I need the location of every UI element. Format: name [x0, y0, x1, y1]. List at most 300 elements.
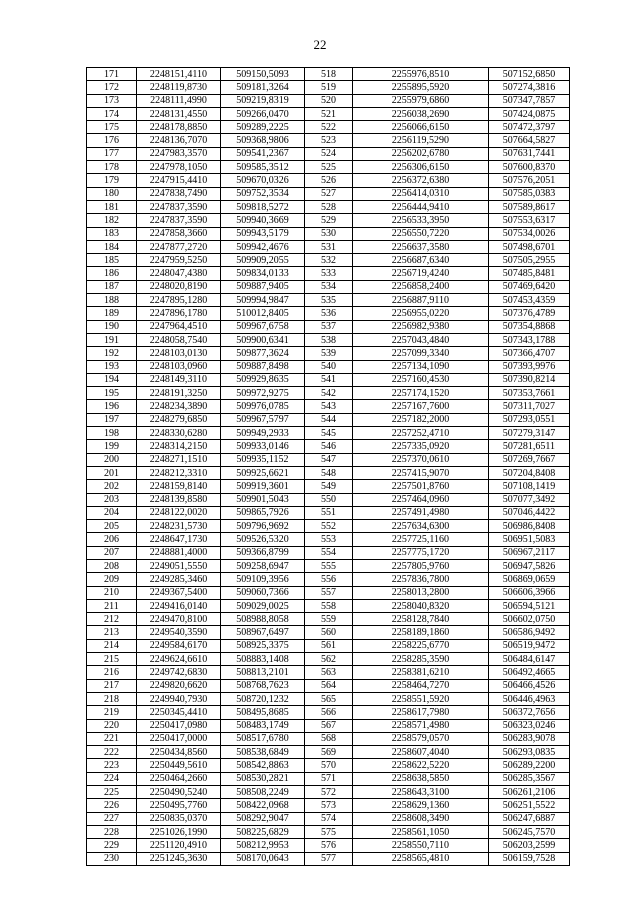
- y-coordinate-cell: 507152,6850: [489, 68, 570, 81]
- y-coordinate-cell: 506203,2599: [489, 839, 570, 852]
- table-row: [87, 440, 570, 453]
- table-row: [87, 825, 570, 838]
- point-number-cell: 197: [87, 413, 137, 426]
- x-coordinate-cell: 2256858,2400: [353, 280, 489, 293]
- y-coordinate-cell: 509865,7926: [221, 506, 305, 519]
- x-coordinate-cell: 2249940,7930: [137, 692, 221, 705]
- y-coordinate-cell: 507279,3147: [489, 427, 570, 440]
- point-number-cell: 186: [87, 267, 137, 280]
- y-coordinate-cell: 508768,7623: [221, 679, 305, 692]
- x-coordinate-cell: 2251026,1990: [137, 825, 221, 838]
- x-coordinate-cell: 2250449,5610: [137, 759, 221, 772]
- x-coordinate-cell: 2247964,4510: [137, 320, 221, 333]
- point-number-cell: 569: [305, 746, 353, 759]
- point-number-cell: 230: [87, 852, 137, 865]
- x-coordinate-cell: 2248881,4000: [137, 546, 221, 559]
- x-coordinate-cell: 2258561,1050: [353, 825, 489, 838]
- y-coordinate-cell: 509929,8635: [221, 373, 305, 386]
- point-number-cell: 192: [87, 347, 137, 360]
- table-row: [87, 772, 570, 785]
- y-coordinate-cell: 507453,4359: [489, 294, 570, 307]
- point-number-cell: 225: [87, 786, 137, 799]
- y-coordinate-cell: 509219,8319: [221, 94, 305, 107]
- x-coordinate-cell: 2248151,4110: [137, 68, 221, 81]
- point-number-cell: 184: [87, 240, 137, 253]
- y-coordinate-cell: 507589,8617: [489, 200, 570, 213]
- point-number-cell: 565: [305, 692, 353, 705]
- table-row: [87, 839, 570, 852]
- y-coordinate-cell: 509109,3956: [221, 573, 305, 586]
- y-coordinate-cell: 506484,6147: [489, 653, 570, 666]
- point-number-cell: 571: [305, 772, 353, 785]
- y-coordinate-cell: 508988,8058: [221, 613, 305, 626]
- table-row: [87, 347, 570, 360]
- table-row: [87, 453, 570, 466]
- point-number-cell: 222: [87, 746, 137, 759]
- point-number-cell: 216: [87, 666, 137, 679]
- x-coordinate-cell: 2256887,9110: [353, 294, 489, 307]
- x-coordinate-cell: 2258040,8320: [353, 599, 489, 612]
- point-number-cell: 528: [305, 200, 353, 213]
- y-coordinate-cell: 509181,3264: [221, 81, 305, 94]
- point-number-cell: 194: [87, 373, 137, 386]
- table-row: [87, 134, 570, 147]
- y-coordinate-cell: 507469,6420: [489, 280, 570, 293]
- x-coordinate-cell: 2258128,7840: [353, 613, 489, 626]
- point-number-cell: 527: [305, 187, 353, 200]
- x-coordinate-cell: 2248271,1510: [137, 453, 221, 466]
- point-number-cell: 189: [87, 307, 137, 320]
- x-coordinate-cell: 2257491,4980: [353, 506, 489, 519]
- table-row: [87, 94, 570, 107]
- table-row: [87, 280, 570, 293]
- table-row: [87, 852, 570, 865]
- y-coordinate-cell: 507046,4422: [489, 506, 570, 519]
- point-number-cell: 198: [87, 427, 137, 440]
- table-row: [87, 413, 570, 426]
- x-coordinate-cell: 2248122,0020: [137, 506, 221, 519]
- y-coordinate-cell: 509366,8799: [221, 546, 305, 559]
- y-coordinate-cell: 509967,6758: [221, 320, 305, 333]
- x-coordinate-cell: 2247837,3590: [137, 214, 221, 227]
- point-number-cell: 221: [87, 732, 137, 745]
- y-coordinate-cell: 508292,9047: [221, 812, 305, 825]
- y-coordinate-cell: 508495,8685: [221, 706, 305, 719]
- y-coordinate-cell: 506245,7570: [489, 825, 570, 838]
- x-coordinate-cell: 2250417,0980: [137, 719, 221, 732]
- y-coordinate-cell: 509940,3669: [221, 214, 305, 227]
- point-number-cell: 557: [305, 586, 353, 599]
- x-coordinate-cell: 2256637,3580: [353, 240, 489, 253]
- x-coordinate-cell: 2251245,3630: [137, 852, 221, 865]
- y-coordinate-cell: 508517,6780: [221, 732, 305, 745]
- point-number-cell: 210: [87, 586, 137, 599]
- table-row: [87, 732, 570, 745]
- x-coordinate-cell: 2247858,3660: [137, 227, 221, 240]
- point-number-cell: 536: [305, 307, 353, 320]
- table-row: [87, 174, 570, 187]
- y-coordinate-cell: 510012,8405: [221, 307, 305, 320]
- x-coordinate-cell: 2258013,2800: [353, 586, 489, 599]
- point-number-cell: 520: [305, 94, 353, 107]
- x-coordinate-cell: 2248178,8850: [137, 121, 221, 134]
- point-number-cell: 188: [87, 294, 137, 307]
- point-number-cell: 575: [305, 825, 353, 838]
- y-coordinate-cell: 506606,3966: [489, 586, 570, 599]
- y-coordinate-cell: 509258,6947: [221, 559, 305, 572]
- y-coordinate-cell: 507293,0551: [489, 413, 570, 426]
- point-number-cell: 573: [305, 799, 353, 812]
- y-coordinate-cell: 509877,3624: [221, 347, 305, 360]
- table-row: [87, 360, 570, 373]
- y-coordinate-cell: 509949,2933: [221, 427, 305, 440]
- y-coordinate-cell: 509818,5272: [221, 200, 305, 213]
- point-number-cell: 549: [305, 480, 353, 493]
- y-coordinate-cell: 509060,7366: [221, 586, 305, 599]
- y-coordinate-cell: 508225,6829: [221, 825, 305, 838]
- y-coordinate-cell: 506247,6887: [489, 812, 570, 825]
- point-number-cell: 201: [87, 466, 137, 479]
- x-coordinate-cell: 2247978,1050: [137, 161, 221, 174]
- point-number-cell: 543: [305, 400, 353, 413]
- point-number-cell: 174: [87, 107, 137, 120]
- table-row: [87, 161, 570, 174]
- x-coordinate-cell: 2258607,4040: [353, 746, 489, 759]
- x-coordinate-cell: 2256687,6340: [353, 254, 489, 267]
- x-coordinate-cell: 2250464,2660: [137, 772, 221, 785]
- point-number-cell: 553: [305, 533, 353, 546]
- y-coordinate-cell: 509887,9405: [221, 280, 305, 293]
- point-number-cell: 187: [87, 280, 137, 293]
- y-coordinate-cell: 506283,9078: [489, 732, 570, 745]
- table-row: [87, 307, 570, 320]
- y-coordinate-cell: 506261,2106: [489, 786, 570, 799]
- x-coordinate-cell: 2257725,1160: [353, 533, 489, 546]
- x-coordinate-cell: 2248111,4990: [137, 94, 221, 107]
- x-coordinate-cell: 2257335,0920: [353, 440, 489, 453]
- point-number-cell: 190: [87, 320, 137, 333]
- table-row: [87, 200, 570, 213]
- y-coordinate-cell: 509266,0470: [221, 107, 305, 120]
- x-coordinate-cell: 2247983,3570: [137, 147, 221, 160]
- y-coordinate-cell: 509670,0326: [221, 174, 305, 187]
- x-coordinate-cell: 2247877,2720: [137, 240, 221, 253]
- x-coordinate-cell: 2258565,4810: [353, 852, 489, 865]
- x-coordinate-cell: 2249742,6830: [137, 666, 221, 679]
- y-coordinate-cell: 506869,0659: [489, 573, 570, 586]
- coordinates-table-body: [87, 68, 570, 866]
- y-coordinate-cell: 508542,8863: [221, 759, 305, 772]
- x-coordinate-cell: 2255976,8510: [353, 68, 489, 81]
- x-coordinate-cell: 2256372,6380: [353, 174, 489, 187]
- y-coordinate-cell: 506251,5522: [489, 799, 570, 812]
- point-number-cell: 530: [305, 227, 353, 240]
- x-coordinate-cell: 2248159,8140: [137, 480, 221, 493]
- y-coordinate-cell: 507269,7667: [489, 453, 570, 466]
- y-coordinate-cell: 509029,0025: [221, 599, 305, 612]
- point-number-cell: 179: [87, 174, 137, 187]
- y-coordinate-cell: 509900,6341: [221, 333, 305, 346]
- x-coordinate-cell: 2256982,9380: [353, 320, 489, 333]
- point-number-cell: 541: [305, 373, 353, 386]
- y-coordinate-cell: 508967,6497: [221, 626, 305, 639]
- x-coordinate-cell: 2250417,0000: [137, 732, 221, 745]
- table-row: [87, 559, 570, 572]
- table-row: [87, 227, 570, 240]
- x-coordinate-cell: 2256119,5290: [353, 134, 489, 147]
- x-coordinate-cell: 2258579,0570: [353, 732, 489, 745]
- point-number-cell: 566: [305, 706, 353, 719]
- point-number-cell: 526: [305, 174, 353, 187]
- table-row: [87, 81, 570, 94]
- x-coordinate-cell: 2258189,1860: [353, 626, 489, 639]
- y-coordinate-cell: 507353,7661: [489, 387, 570, 400]
- x-coordinate-cell: 2257805,9760: [353, 559, 489, 572]
- x-coordinate-cell: 2258643,3100: [353, 786, 489, 799]
- x-coordinate-cell: 2247959,5250: [137, 254, 221, 267]
- x-coordinate-cell: 2257464,0960: [353, 493, 489, 506]
- table-row: [87, 121, 570, 134]
- y-coordinate-cell: 508813,2101: [221, 666, 305, 679]
- y-coordinate-cell: 507354,8868: [489, 320, 570, 333]
- point-number-cell: 219: [87, 706, 137, 719]
- point-number-cell: 206: [87, 533, 137, 546]
- x-coordinate-cell: 2255979,6860: [353, 94, 489, 107]
- table-row: [87, 240, 570, 253]
- y-coordinate-cell: 507311,7027: [489, 400, 570, 413]
- point-number-cell: 542: [305, 387, 353, 400]
- x-coordinate-cell: 2258550,7110: [353, 839, 489, 852]
- x-coordinate-cell: 2248231,5730: [137, 520, 221, 533]
- point-number-cell: 178: [87, 161, 137, 174]
- x-coordinate-cell: 2250835,0370: [137, 812, 221, 825]
- point-number-cell: 519: [305, 81, 353, 94]
- point-number-cell: 226: [87, 799, 137, 812]
- x-coordinate-cell: 2258381,6210: [353, 666, 489, 679]
- y-coordinate-cell: 508483,1749: [221, 719, 305, 732]
- point-number-cell: 202: [87, 480, 137, 493]
- point-number-cell: 539: [305, 347, 353, 360]
- point-number-cell: 523: [305, 134, 353, 147]
- table-row: [87, 320, 570, 333]
- x-coordinate-cell: 2249285,3460: [137, 573, 221, 586]
- x-coordinate-cell: 2247838,7490: [137, 187, 221, 200]
- y-coordinate-cell: 507390,8214: [489, 373, 570, 386]
- y-coordinate-cell: 508720,1232: [221, 692, 305, 705]
- y-coordinate-cell: 509541,2367: [221, 147, 305, 160]
- point-number-cell: 532: [305, 254, 353, 267]
- y-coordinate-cell: 507600,8370: [489, 161, 570, 174]
- point-number-cell: 211: [87, 599, 137, 612]
- y-coordinate-cell: 509967,5797: [221, 413, 305, 426]
- point-number-cell: 521: [305, 107, 353, 120]
- x-coordinate-cell: 2248212,3310: [137, 466, 221, 479]
- y-coordinate-cell: 509585,3512: [221, 161, 305, 174]
- point-number-cell: 567: [305, 719, 353, 732]
- table-row: [87, 786, 570, 799]
- y-coordinate-cell: 509976,0785: [221, 400, 305, 413]
- x-coordinate-cell: 2250345,4410: [137, 706, 221, 719]
- point-number-cell: 545: [305, 427, 353, 440]
- point-number-cell: 177: [87, 147, 137, 160]
- y-coordinate-cell: 506372,7656: [489, 706, 570, 719]
- point-number-cell: 550: [305, 493, 353, 506]
- table-row: [87, 679, 570, 692]
- y-coordinate-cell: 507472,3797: [489, 121, 570, 134]
- table-row: [87, 427, 570, 440]
- table-row: [87, 746, 570, 759]
- point-number-cell: 572: [305, 786, 353, 799]
- point-number-cell: 563: [305, 666, 353, 679]
- y-coordinate-cell: 508883,1408: [221, 653, 305, 666]
- x-coordinate-cell: 2256719,4240: [353, 267, 489, 280]
- point-number-cell: 537: [305, 320, 353, 333]
- point-number-cell: 180: [87, 187, 137, 200]
- point-number-cell: 564: [305, 679, 353, 692]
- x-coordinate-cell: 2256038,2690: [353, 107, 489, 120]
- y-coordinate-cell: 508508,2249: [221, 786, 305, 799]
- x-coordinate-cell: 2248020,8190: [137, 280, 221, 293]
- point-number-cell: 547: [305, 453, 353, 466]
- point-number-cell: 533: [305, 267, 353, 280]
- x-coordinate-cell: 2258285,3590: [353, 653, 489, 666]
- point-number-cell: 228: [87, 825, 137, 838]
- y-coordinate-cell: 509901,5043: [221, 493, 305, 506]
- x-coordinate-cell: 2256414,0310: [353, 187, 489, 200]
- x-coordinate-cell: 2248119,8730: [137, 81, 221, 94]
- x-coordinate-cell: 2257099,3340: [353, 347, 489, 360]
- y-coordinate-cell: 509834,0133: [221, 267, 305, 280]
- y-coordinate-cell: 508530,2821: [221, 772, 305, 785]
- point-number-cell: 546: [305, 440, 353, 453]
- x-coordinate-cell: 2249416,0140: [137, 599, 221, 612]
- y-coordinate-cell: 509919,3601: [221, 480, 305, 493]
- point-number-cell: 223: [87, 759, 137, 772]
- point-number-cell: 185: [87, 254, 137, 267]
- x-coordinate-cell: 2258608,3490: [353, 812, 489, 825]
- y-coordinate-cell: 507366,4707: [489, 347, 570, 360]
- point-number-cell: 544: [305, 413, 353, 426]
- y-coordinate-cell: 507498,6701: [489, 240, 570, 253]
- x-coordinate-cell: 2258629,1360: [353, 799, 489, 812]
- y-coordinate-cell: 507534,0026: [489, 227, 570, 240]
- y-coordinate-cell: 508538,6849: [221, 746, 305, 759]
- table-row: [87, 799, 570, 812]
- x-coordinate-cell: 2249470,8100: [137, 613, 221, 626]
- x-coordinate-cell: 2257252,4710: [353, 427, 489, 440]
- x-coordinate-cell: 2248149,3110: [137, 373, 221, 386]
- y-coordinate-cell: 508170,0643: [221, 852, 305, 865]
- x-coordinate-cell: 2256202,6780: [353, 147, 489, 160]
- point-number-cell: 183: [87, 227, 137, 240]
- table-row: [87, 387, 570, 400]
- point-number-cell: 518: [305, 68, 353, 81]
- x-coordinate-cell: 2251120,4910: [137, 839, 221, 852]
- point-number-cell: 213: [87, 626, 137, 639]
- table-row: [87, 719, 570, 732]
- point-number-cell: 540: [305, 360, 353, 373]
- y-coordinate-cell: 509368,9806: [221, 134, 305, 147]
- y-coordinate-cell: 509925,6621: [221, 466, 305, 479]
- point-number-cell: 577: [305, 852, 353, 865]
- table-row: [87, 626, 570, 639]
- x-coordinate-cell: 2248103,0960: [137, 360, 221, 373]
- table-row: [87, 812, 570, 825]
- y-coordinate-cell: 506289,2200: [489, 759, 570, 772]
- point-number-cell: 224: [87, 772, 137, 785]
- point-number-cell: 203: [87, 493, 137, 506]
- table-row: [87, 692, 570, 705]
- point-number-cell: 558: [305, 599, 353, 612]
- x-coordinate-cell: 2257160,4530: [353, 373, 489, 386]
- x-coordinate-cell: 2256955,0220: [353, 307, 489, 320]
- x-coordinate-cell: 2258638,5850: [353, 772, 489, 785]
- point-number-cell: 181: [87, 200, 137, 213]
- x-coordinate-cell: 2248136,7070: [137, 134, 221, 147]
- y-coordinate-cell: 508422,0968: [221, 799, 305, 812]
- point-number-cell: 175: [87, 121, 137, 134]
- y-coordinate-cell: 509935,1152: [221, 453, 305, 466]
- y-coordinate-cell: 506323,0246: [489, 719, 570, 732]
- point-number-cell: 574: [305, 812, 353, 825]
- x-coordinate-cell: 2248131,4550: [137, 107, 221, 120]
- x-coordinate-cell: 2248279,6850: [137, 413, 221, 426]
- x-coordinate-cell: 2248647,1730: [137, 533, 221, 546]
- point-number-cell: 554: [305, 546, 353, 559]
- x-coordinate-cell: 2257415,9070: [353, 466, 489, 479]
- table-row: [87, 533, 570, 546]
- table-row: [87, 480, 570, 493]
- x-coordinate-cell: 2248047,4380: [137, 267, 221, 280]
- y-coordinate-cell: 506519,9472: [489, 639, 570, 652]
- point-number-cell: 535: [305, 294, 353, 307]
- y-coordinate-cell: 507393,9976: [489, 360, 570, 373]
- x-coordinate-cell: 2247915,4410: [137, 174, 221, 187]
- x-coordinate-cell: 2249584,6170: [137, 639, 221, 652]
- table-row: [87, 294, 570, 307]
- x-coordinate-cell: 2257182,2000: [353, 413, 489, 426]
- point-number-cell: 220: [87, 719, 137, 732]
- y-coordinate-cell: 509526,5320: [221, 533, 305, 546]
- point-number-cell: 559: [305, 613, 353, 626]
- table-row: [87, 599, 570, 612]
- x-coordinate-cell: 2258622,5220: [353, 759, 489, 772]
- x-coordinate-cell: 2247837,3590: [137, 200, 221, 213]
- x-coordinate-cell: 2248103,0130: [137, 347, 221, 360]
- table-row: [87, 639, 570, 652]
- y-coordinate-cell: 507376,4789: [489, 307, 570, 320]
- y-coordinate-cell: 507585,0383: [489, 187, 570, 200]
- table-row: [87, 653, 570, 666]
- x-coordinate-cell: 2258551,5920: [353, 692, 489, 705]
- y-coordinate-cell: 506602,0750: [489, 613, 570, 626]
- x-coordinate-cell: 2250490,5240: [137, 786, 221, 799]
- x-coordinate-cell: 2258464,7270: [353, 679, 489, 692]
- table-row: [87, 520, 570, 533]
- y-coordinate-cell: 509942,4676: [221, 240, 305, 253]
- point-number-cell: 522: [305, 121, 353, 134]
- table-row: [87, 586, 570, 599]
- y-coordinate-cell: 509933,0146: [221, 440, 305, 453]
- table-row: [87, 759, 570, 772]
- x-coordinate-cell: 2249051,5550: [137, 559, 221, 572]
- point-number-cell: 196: [87, 400, 137, 413]
- point-number-cell: 551: [305, 506, 353, 519]
- y-coordinate-cell: 507347,7857: [489, 94, 570, 107]
- table-row: [87, 267, 570, 280]
- y-coordinate-cell: 507664,5827: [489, 134, 570, 147]
- point-number-cell: 218: [87, 692, 137, 705]
